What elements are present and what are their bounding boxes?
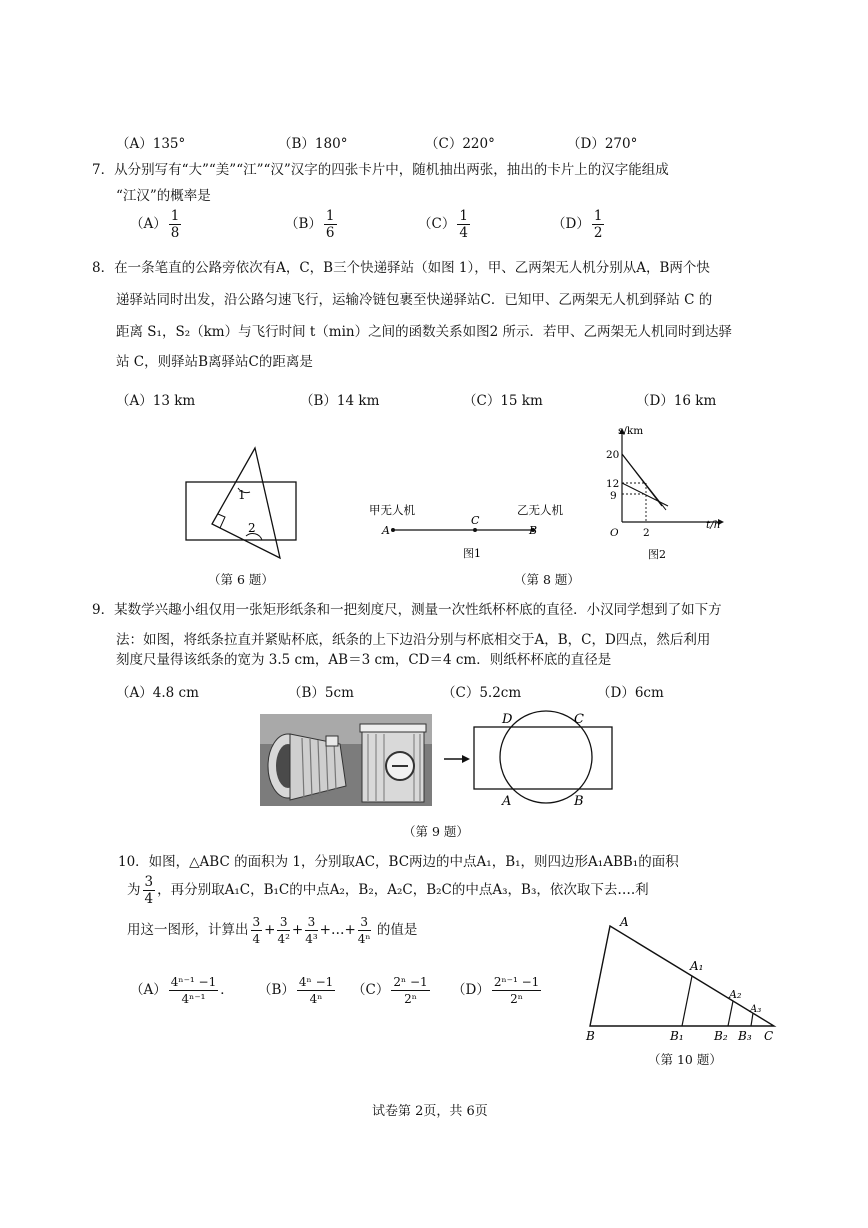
q6-option-b: （B）180°: [278, 136, 348, 152]
figure-9-diagram: [470, 705, 620, 813]
fig10-label-b1: B₁: [670, 1029, 684, 1043]
fig8-xtick-2: 2: [643, 527, 650, 539]
fig10-label-a: A: [620, 915, 629, 929]
q10-option-a: （A） $\frac{\text{4ⁿ⁻¹ −1}}{\text{4ⁿ⁻¹}}$ ．: [130, 975, 234, 1006]
fig8-label-jia: 甲无人机: [369, 503, 415, 517]
fig8-point-a: A: [382, 524, 390, 537]
fig6-angle1: 1: [238, 488, 246, 502]
q10-stem-line2: 为 $\frac{3}{4}$ ，再分别取A₁C，B₁C的中点A₂，B₂，A₂C，B₂C的中点A₃，B₃，依次取下去….利: [127, 874, 649, 907]
figure-6: [180, 440, 305, 565]
q10-stem-line1: 10．如图，△ABC 的面积为 1，分别取AC，BC两边的中点A₁，B₁，则四边形A₁ABB₁的面积: [118, 854, 679, 870]
fig10-label-a3: A₃: [750, 1004, 762, 1015]
q10-stem-line3: 用这一图形，计算出 $\frac{3}{4}$ + $\frac{3}{\text{4²}}$ + $\frac{3}{\text{4³}}$ +…+ $\frac{3}{\text{4ⁿ}}$ 的值是: [127, 915, 418, 946]
fig8-point-c: C: [471, 514, 480, 527]
fig8-caption: （第 8 题）: [514, 572, 580, 587]
q10-option-b: （B） $\frac{\text{4ⁿ −1}}{\text{4ⁿ}}$: [258, 975, 334, 1006]
fig10-label-b3: B₃: [738, 1029, 752, 1043]
q9-option-c: （C）5.2cm: [442, 685, 522, 701]
arrow-icon: [444, 752, 470, 768]
fig10-label-b2: B₂: [714, 1029, 728, 1043]
q6-option-d: （D）270°: [567, 136, 638, 152]
q7-stem-line1: 7．从分别写有“大”“美”“江”“汉”汉字的四张卡片中，随机抽出两张，抽出的卡片上的汉字能组成: [92, 162, 669, 178]
fig9-label-b: B: [574, 794, 584, 809]
q7-option-c: （C） $\frac{1}{4}$: [418, 208, 468, 241]
fig9-label-d: D: [502, 712, 513, 727]
q7-option-a: （A） $\frac{1}{8}$: [130, 208, 180, 241]
fig8-label-yi: 乙无人机: [517, 503, 563, 517]
q9-stem-line1: 9．某数学兴趣小组仅用一张矩形纸条和一把刻度尺，测量一次性纸杯杯底的直径．小汉同学想到了如下方: [92, 602, 722, 618]
q8-stem-line1: 8．在一条笔直的公路旁依次有A，C，B三个快递驿站（如图 1），甲、乙两架无人机分别从A，B两个快: [92, 260, 710, 276]
q8-stem-line4: 站 C，则驿站B离驿站C的距离是: [116, 354, 313, 370]
q7-option-b: （B） $\frac{1}{6}$: [285, 208, 335, 241]
figure-8-2: [590, 420, 730, 565]
q9-option-b: （B）5cm: [288, 685, 354, 701]
q9-stem-line3: 刻度尺量得该纸条的宽为 3.5 cm，AB＝3 cm，CD＝4 cm．则纸杯杯底的直径是: [116, 652, 612, 668]
q10-option-c: （C） $\frac{\text{2ⁿ −1}}{\text{2ⁿ}}$: [352, 975, 428, 1006]
q7-stem-line2: “江汉”的概率是: [116, 188, 211, 204]
cup-photo: [260, 714, 432, 806]
fig10-label-c: C: [764, 1029, 774, 1043]
q8-option-d: （D）16 km: [636, 393, 717, 409]
q8-option-b: （B）14 km: [300, 393, 380, 409]
fig10-label-a1: A₁: [690, 959, 704, 973]
q9-option-d: （D）6cm: [597, 685, 664, 701]
fig8-fig1-caption: 图1: [463, 547, 481, 560]
fig10-label-b: B: [586, 1029, 595, 1043]
q8-option-a: （A）13 km: [116, 393, 196, 409]
fig8-y-axis: s/km: [618, 425, 644, 437]
fig6-angle2: 2: [248, 521, 256, 535]
fig8-x-axis: t/h: [706, 519, 721, 531]
fig8-origin: O: [610, 527, 619, 539]
fig8-ytick-9: 9: [610, 490, 617, 502]
q6-option-a: （A）135°: [116, 136, 186, 152]
q8-option-c: （C）15 km: [463, 393, 543, 409]
fig8-ytick-20: 20: [606, 449, 620, 461]
fig8-fig2-caption: 图2: [648, 548, 666, 561]
fig10-caption: （第 10 题）: [648, 1052, 722, 1067]
fig8-point-b: B: [529, 524, 538, 537]
fig9-label-a: A: [502, 794, 512, 809]
fig10-label-a2: A₂: [729, 988, 742, 1001]
fig9-caption: （第 9 题）: [403, 824, 469, 839]
q8-stem-line3: 距离 S₁，S₂（km）与飞行时间 t（min）之间的函数关系如图2 所示．若甲、乙两架无人机同时到达驿: [116, 324, 733, 340]
fig6-caption: （第 6 题）: [208, 572, 274, 587]
q9-stem-line2: 法：如图，将纸条拉直并紧贴杯底，纸条的上下边沿分别与杯底相交于A，B，C，D四点，然后利用: [116, 632, 711, 648]
figure-10: [580, 912, 780, 1047]
q9-option-a: （A）4.8 cm: [116, 685, 199, 701]
q8-stem-line2: 递驿站同时出发，沿公路匀速飞行，运输冷链包裹至快递驿站C．已知甲、乙两架无人机到驿站 C 的: [116, 292, 713, 308]
fig8-ytick-12: 12: [606, 478, 620, 490]
q7-option-d: （D） $\frac{1}{2}$: [552, 208, 603, 241]
q6-option-c: （C）220°: [425, 136, 495, 152]
q10-option-d: （D） $\frac{\text{2ⁿ⁻¹ −1}}{\text{2ⁿ}}$: [452, 975, 540, 1006]
figure-8-1: [365, 495, 575, 565]
fig9-label-c: C: [574, 712, 584, 727]
page-footer: 试卷第 2页，共 6页: [372, 1104, 488, 1119]
